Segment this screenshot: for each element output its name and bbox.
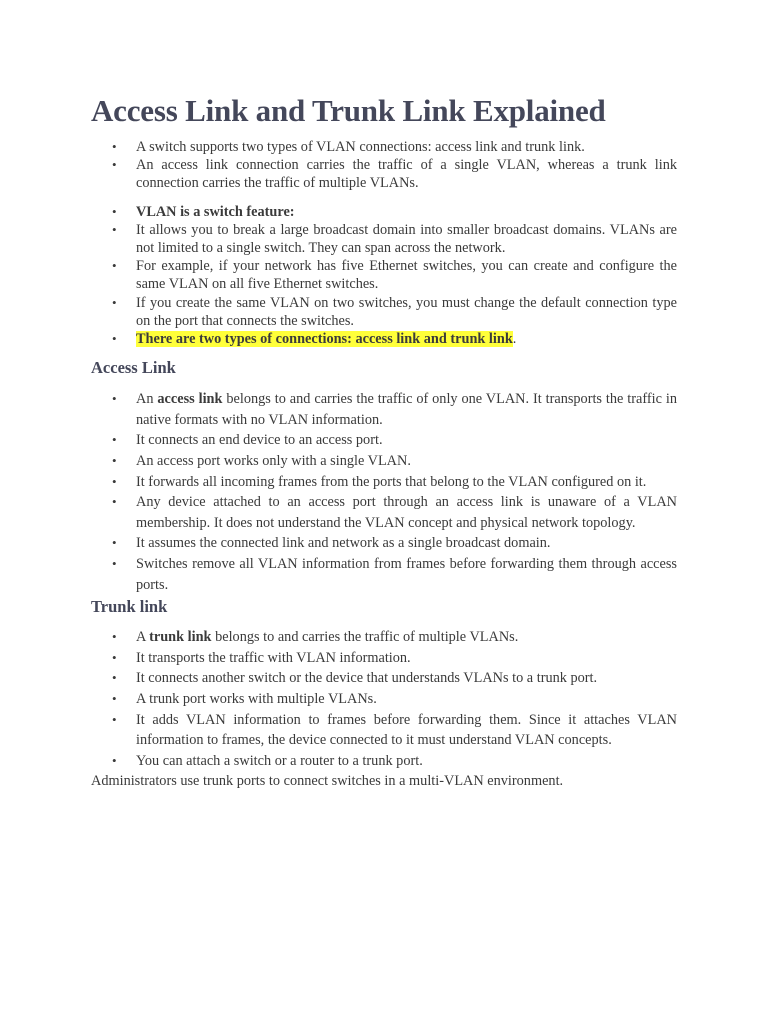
list-item: • It connects another switch or the device that understands VLANs to a trunk port. — [91, 668, 677, 689]
list-item: • A switch supports two types of VLAN connections: access link and trunk link. — [112, 139, 585, 155]
bullet-icon: • — [112, 221, 117, 237]
access-link-list — [91, 389, 677, 595]
closing-paragraph: Administrators use trunk ports to connect switches in a multi-VLAN environment. — [91, 773, 564, 790]
bullet-icon: • — [112, 670, 117, 686]
bullet-icon: • — [112, 752, 117, 768]
list-item: • An access port works only with a single VLAN. — [91, 451, 677, 472]
bullet-icon: • — [112, 139, 117, 154]
list-item — [91, 203, 677, 221]
list-item: • A trunk link belongs to and carries the traffic of multiple VLANs. — [91, 627, 677, 648]
bullet-icon: • — [112, 203, 117, 219]
bullet-icon: • — [112, 258, 117, 274]
bullet-icon: • — [112, 294, 117, 310]
vlan-feature-list — [91, 203, 677, 349]
list-item: • A trunk port works with multiple VLANs. — [91, 689, 677, 710]
bullet-icon: • — [112, 690, 117, 706]
highlighted-text: There are two types of connections: access link and trunk link — [136, 331, 513, 348]
list-item: • It transports the traffic with VLAN information. — [91, 648, 677, 669]
bullet-icon: • — [112, 391, 117, 407]
list-item: • There are two types of connections: access link and trunk link. — [112, 331, 517, 348]
bold-term: access link — [157, 391, 223, 408]
bullet-icon: • — [112, 629, 117, 645]
list-item: • Any device attached to an access port through an access link is unaware of a VLAN membership. It does not understand the VLAN concept and physical network topology. — [112, 494, 677, 531]
list-item: • You can attach a switch or a router to a trunk port. — [91, 751, 677, 772]
bullet-icon: • — [112, 535, 117, 551]
list-item: • Switches remove all VLAN information from frames before forwarding them through access ports. — [112, 555, 677, 593]
bullet-icon: • — [112, 157, 117, 173]
bullet-icon: • — [112, 711, 117, 727]
document-title: Access Link and Trunk Link Explained — [91, 93, 606, 128]
list-item: • An access link belongs to and carries the traffic of only one VLAN. It transports the traffic in native formats with no VLAN information. — [112, 391, 677, 428]
intro-list — [91, 138, 677, 193]
list-item: • It adds VLAN information to frames before forwarding them. Since it attaches VLAN information to frames, the device connected to it must understand VLAN concepts. — [112, 711, 677, 749]
document-page — [91, 92, 677, 792]
bullet-icon: • — [112, 432, 117, 448]
trunk-link-heading: Trunk link — [91, 597, 168, 617]
bullet-icon: • — [112, 331, 117, 347]
bold-term: trunk link — [149, 629, 212, 646]
bullet-icon: • — [112, 453, 117, 469]
feature-heading: VLAN is a switch feature: — [136, 203, 295, 220]
bullet-icon: • — [112, 494, 117, 510]
list-item: • If you create the same VLAN on two switches, you must change the default connection type on the port that connects the switches. — [112, 294, 677, 329]
list-item: • It connects an end device to an access port. — [91, 430, 677, 451]
list-item: • An access link connection carries the traffic of a single VLAN, whereas a trunk link connection carries the traffic of multiple VLANs. — [112, 157, 677, 192]
list-item: • It assumes the connected link and network as a single broadcast domain. — [91, 533, 677, 554]
list-item: • For example, if your network has five Ethernet switches, you can create and configure the same VLAN on all five Ethernet switches. — [112, 258, 677, 293]
bullet-icon: • — [112, 555, 117, 571]
bullet-icon: • — [112, 649, 117, 665]
access-link-heading: Access Link — [91, 358, 176, 378]
trunk-link-list — [91, 627, 677, 771]
bullet-icon: • — [112, 473, 117, 489]
list-item: • It forwards all incoming frames from the ports that belong to the VLAN configured on it. — [91, 472, 677, 493]
list-item: • It allows you to break a large broadcast domain into smaller broadcast domains. VLANs are not limited to a single switch. They can span across the network. — [112, 221, 677, 257]
